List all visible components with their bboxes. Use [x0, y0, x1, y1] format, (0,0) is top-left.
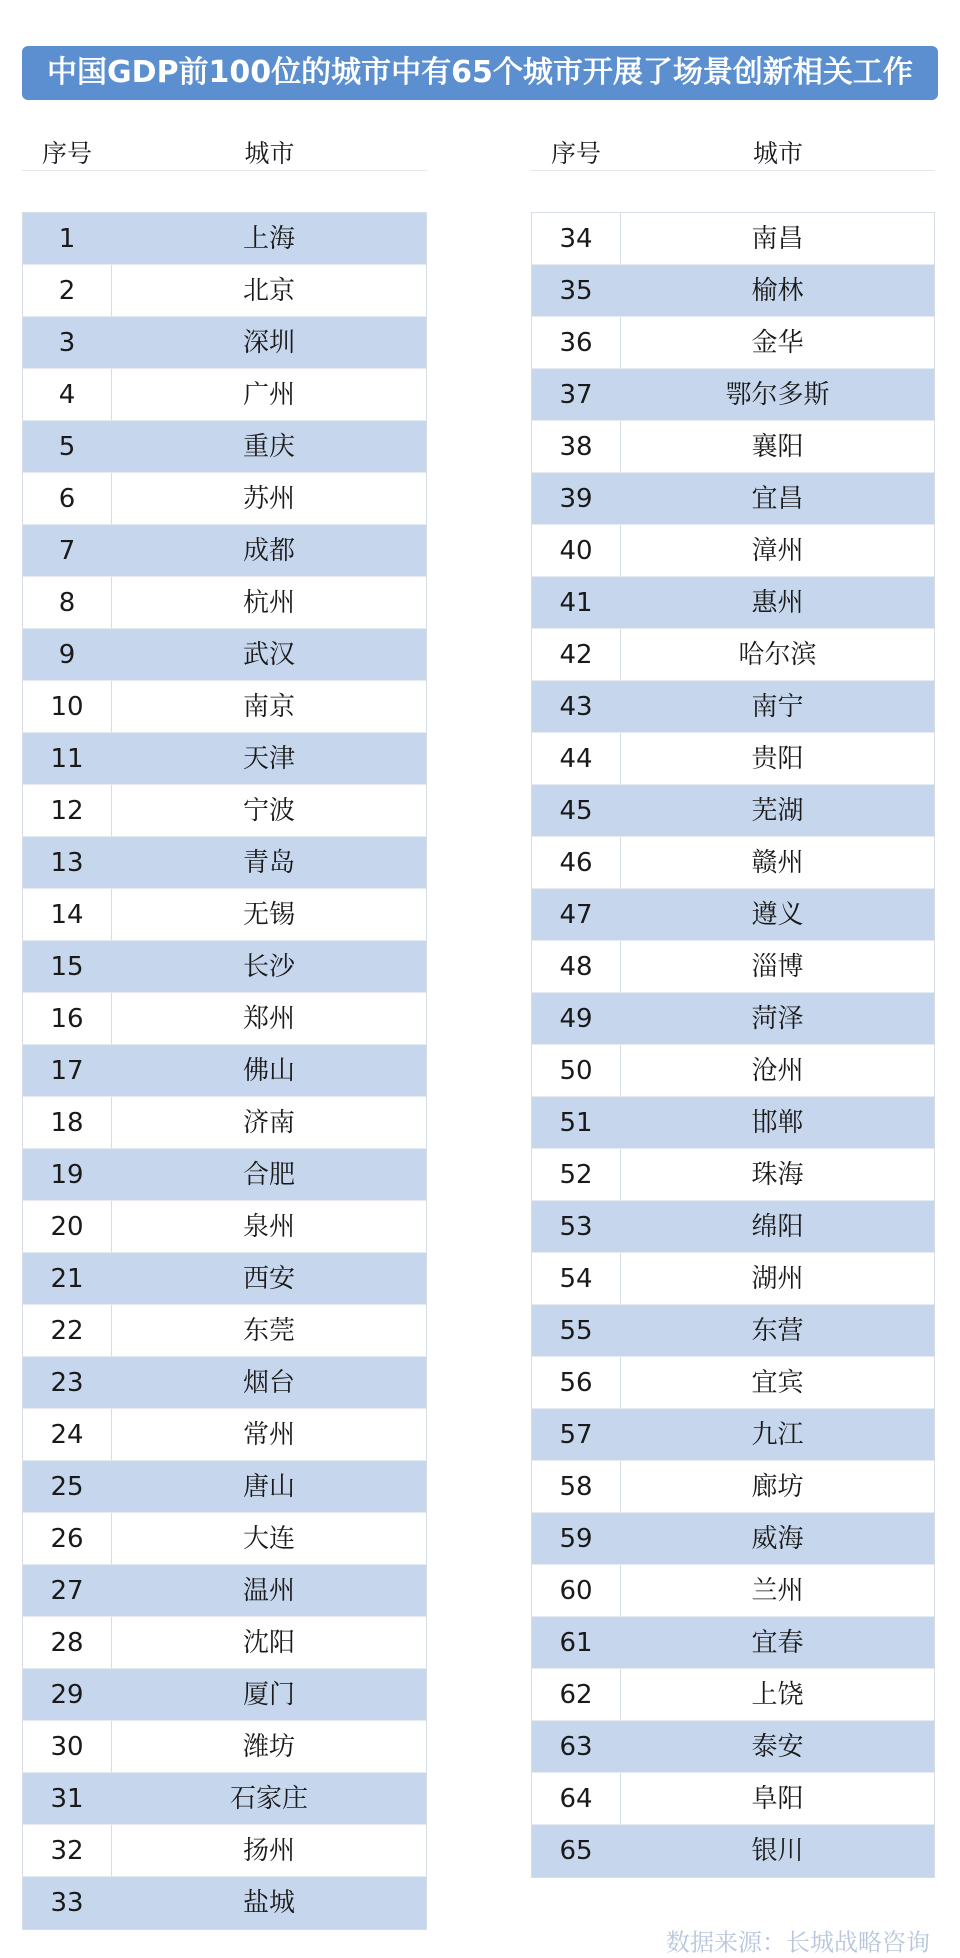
- row-index: 33: [50, 1888, 84, 1918]
- row-city: 郑州: [242, 1004, 295, 1034]
- row-city: 邯郸: [751, 1108, 804, 1138]
- left-table-header: [22, 128, 427, 171]
- row-city: 淄博: [751, 952, 804, 982]
- row-city: 阜阳: [751, 1784, 804, 1814]
- table-row: [532, 1045, 934, 1097]
- row-city: 泰安: [751, 1732, 804, 1762]
- row-index: 5: [58, 432, 76, 462]
- row-city: 惠州: [751, 588, 804, 618]
- row-index: 21: [50, 1264, 84, 1294]
- city-header: 城市: [244, 139, 295, 168]
- right-table-header: [531, 128, 935, 171]
- row-index: 28: [23, 1617, 112, 1668]
- row-index: 41: [559, 588, 593, 618]
- table-row: [23, 1565, 426, 1617]
- row-city: 南京: [242, 692, 295, 722]
- table-row: [23, 1721, 426, 1773]
- row-city: 上饶: [751, 1680, 804, 1710]
- row-index: 45: [559, 796, 593, 826]
- table-row: [532, 1357, 934, 1409]
- table-row: [23, 265, 426, 317]
- row-index: 35: [559, 276, 593, 306]
- row-city: 贵阳: [751, 744, 804, 774]
- row-index: 18: [23, 1097, 112, 1148]
- row-index: 16: [23, 993, 112, 1044]
- row-city: 南宁: [751, 692, 804, 722]
- row-city: 西安: [242, 1264, 295, 1294]
- table-row: [23, 629, 426, 681]
- row-index: 23: [50, 1368, 84, 1398]
- row-city: 大连: [242, 1524, 295, 1554]
- row-index: 47: [559, 900, 593, 930]
- table-row: [532, 1565, 934, 1617]
- row-city: 厦门: [242, 1680, 295, 1710]
- row-city: 重庆: [242, 432, 295, 462]
- row-index: 56: [532, 1357, 621, 1408]
- row-city: 成都: [242, 536, 295, 566]
- table-row: [532, 317, 934, 369]
- row-index: 53: [559, 1212, 593, 1242]
- row-index: 12: [23, 785, 112, 836]
- row-index: 48: [532, 941, 621, 992]
- table-row: [23, 733, 426, 785]
- table-row: [23, 525, 426, 577]
- table-row: [532, 1461, 934, 1513]
- table-row: [23, 317, 426, 369]
- table-row: [532, 889, 934, 941]
- row-city: 菏泽: [751, 1004, 804, 1034]
- row-index: 22: [23, 1305, 112, 1356]
- row-index: 7: [58, 536, 76, 566]
- row-city: 湖州: [751, 1264, 804, 1294]
- row-index: 2: [23, 265, 112, 316]
- row-index: 32: [23, 1825, 112, 1876]
- row-city: 济南: [242, 1108, 295, 1138]
- table-row: [532, 993, 934, 1045]
- row-index: 24: [23, 1409, 112, 1460]
- row-index: 40: [532, 525, 621, 576]
- row-index: 27: [50, 1576, 84, 1606]
- row-city: 廊坊: [751, 1472, 804, 1502]
- row-index: 44: [532, 733, 621, 784]
- table-row: [23, 1409, 426, 1461]
- table-row: [23, 993, 426, 1045]
- right-city-table: [531, 212, 935, 1878]
- index-header: 序号: [41, 139, 92, 168]
- table-row: [532, 1513, 934, 1565]
- row-index: 6: [23, 473, 112, 524]
- row-city: 银川: [751, 1836, 804, 1866]
- row-city: 长沙: [242, 952, 295, 982]
- row-index: 50: [532, 1045, 621, 1096]
- row-index: 46: [532, 837, 621, 888]
- row-index: 13: [50, 848, 84, 878]
- row-index: 30: [23, 1721, 112, 1772]
- row-city: 漳州: [751, 536, 804, 566]
- page-title: 中国GDP前100位的城市中有65个城市开展了场景创新相关工作: [22, 46, 938, 100]
- table-row: [23, 1305, 426, 1357]
- row-city: 九江: [751, 1420, 804, 1450]
- row-index: 64: [532, 1773, 621, 1824]
- table-row: [23, 681, 426, 733]
- row-index: 14: [23, 889, 112, 940]
- row-index: 11: [50, 744, 84, 774]
- table-row: [23, 1617, 426, 1669]
- row-index: 4: [23, 369, 112, 420]
- row-city: 金华: [751, 328, 804, 358]
- row-city: 宜春: [751, 1628, 804, 1658]
- row-city: 沧州: [751, 1056, 804, 1086]
- row-city: 广州: [242, 380, 295, 410]
- row-city: 潍坊: [242, 1732, 295, 1762]
- row-city: 东莞: [242, 1316, 295, 1346]
- table-row: [532, 1201, 934, 1253]
- row-index: 26: [23, 1513, 112, 1564]
- row-city: 宁波: [242, 796, 295, 826]
- row-index: 39: [559, 484, 593, 514]
- row-city: 深圳: [242, 328, 295, 358]
- table-row: [532, 525, 934, 577]
- row-city: 盐城: [242, 1888, 295, 1918]
- row-city: 北京: [242, 276, 295, 306]
- row-city: 东营: [751, 1316, 804, 1346]
- table-row: [23, 1513, 426, 1565]
- table-row: [23, 1773, 426, 1825]
- table-row: [23, 1669, 426, 1721]
- table-row: [23, 577, 426, 629]
- row-index: 17: [50, 1056, 84, 1086]
- table-row: [23, 421, 426, 473]
- table-row: [532, 1305, 934, 1357]
- row-index: 34: [532, 213, 621, 264]
- row-index: 43: [559, 692, 593, 722]
- row-index: 59: [559, 1524, 593, 1554]
- row-city: 石家庄: [229, 1784, 308, 1814]
- row-city: 温州: [242, 1576, 295, 1606]
- table-row: [532, 1253, 934, 1305]
- row-index: 62: [532, 1669, 621, 1720]
- row-city: 鄂尔多斯: [725, 380, 830, 410]
- row-index: 20: [23, 1201, 112, 1252]
- row-index: 65: [559, 1836, 593, 1866]
- row-index: 37: [559, 380, 593, 410]
- row-city: 天津: [242, 744, 295, 774]
- row-city: 常州: [242, 1420, 295, 1450]
- row-index: 51: [559, 1108, 593, 1138]
- table-row: [23, 473, 426, 525]
- table-row: [532, 1617, 934, 1669]
- table-row: [23, 785, 426, 837]
- table-row: [23, 1097, 426, 1149]
- row-index: 3: [58, 328, 76, 358]
- row-index: 15: [50, 952, 84, 982]
- table-row: [23, 889, 426, 941]
- table-row: [23, 941, 426, 993]
- table-row: [532, 785, 934, 837]
- table-row: [23, 1877, 426, 1929]
- row-index: 63: [559, 1732, 593, 1762]
- row-city: 襄阳: [751, 432, 804, 462]
- city-header: 城市: [752, 139, 803, 168]
- table-row: [532, 1097, 934, 1149]
- row-city: 沈阳: [242, 1628, 295, 1658]
- row-city: 赣州: [751, 848, 804, 878]
- row-index: 57: [559, 1420, 593, 1450]
- row-index: 8: [23, 577, 112, 628]
- left-city-table: [22, 212, 427, 1930]
- table-row: [532, 629, 934, 681]
- table-row: [23, 1149, 426, 1201]
- row-city: 泉州: [242, 1212, 295, 1242]
- table-row: [532, 369, 934, 421]
- row-city: 遵义: [751, 900, 804, 930]
- row-index: 25: [50, 1472, 84, 1502]
- table-row: [532, 1825, 934, 1877]
- row-city: 绵阳: [751, 1212, 804, 1242]
- row-index: 54: [532, 1253, 621, 1304]
- row-index: 10: [23, 681, 112, 732]
- row-city: 烟台: [242, 1368, 295, 1398]
- row-index: 52: [532, 1149, 621, 1200]
- row-city: 兰州: [751, 1576, 804, 1606]
- table-row: [23, 1825, 426, 1877]
- table-row: [532, 577, 934, 629]
- row-city: 哈尔滨: [738, 640, 817, 670]
- row-city: 扬州: [242, 1836, 295, 1866]
- table-row: [532, 1773, 934, 1825]
- row-city: 唐山: [242, 1472, 295, 1502]
- row-index: 31: [50, 1784, 84, 1814]
- row-city: 南昌: [751, 224, 804, 254]
- table-row: [532, 421, 934, 473]
- row-index: 60: [532, 1565, 621, 1616]
- row-city: 上海: [242, 224, 295, 254]
- table-row: [532, 837, 934, 889]
- table-row: [23, 369, 426, 421]
- row-city: 杭州: [242, 588, 295, 618]
- row-index: 42: [532, 629, 621, 680]
- row-index: 9: [58, 640, 76, 670]
- row-city: 宜昌: [751, 484, 804, 514]
- table-row: [23, 1045, 426, 1097]
- row-index: 49: [559, 1004, 593, 1034]
- row-city: 威海: [751, 1524, 804, 1554]
- table-row: [532, 213, 934, 265]
- table-row: [23, 1253, 426, 1305]
- table-row: [532, 941, 934, 993]
- table-row: [532, 1409, 934, 1461]
- left-table-column: [22, 128, 427, 1918]
- row-index: 36: [532, 317, 621, 368]
- table-row: [532, 681, 934, 733]
- table-row: [23, 837, 426, 889]
- table-row: [532, 1669, 934, 1721]
- row-city: 珠海: [751, 1160, 804, 1190]
- table-row: [532, 1149, 934, 1201]
- row-index: 38: [532, 421, 621, 472]
- row-index: 58: [532, 1461, 621, 1512]
- row-city: 榆林: [751, 276, 804, 306]
- table-row: [532, 265, 934, 317]
- row-city: 苏州: [242, 484, 295, 514]
- table-row: [23, 1357, 426, 1409]
- row-city: 宜宾: [751, 1368, 804, 1398]
- table-row: [23, 213, 426, 265]
- row-city: 青岛: [242, 848, 295, 878]
- table-row: [532, 733, 934, 785]
- row-index: 55: [559, 1316, 593, 1346]
- row-city: 芜湖: [751, 796, 804, 826]
- table-row: [532, 1721, 934, 1773]
- source-note: 数据来源：长城战略咨询: [666, 1928, 930, 1957]
- row-city: 无锡: [242, 900, 295, 930]
- table-row: [532, 473, 934, 525]
- row-index: 19: [50, 1160, 84, 1190]
- row-city: 合肥: [242, 1160, 295, 1190]
- row-city: 武汉: [242, 640, 295, 670]
- row-index: 29: [50, 1680, 84, 1710]
- row-index: 61: [559, 1628, 593, 1658]
- table-row: [23, 1461, 426, 1513]
- index-header: 序号: [550, 139, 601, 168]
- row-index: 1: [58, 224, 76, 254]
- right-table-column: [531, 128, 935, 1866]
- table-row: [23, 1201, 426, 1253]
- row-city: 佛山: [242, 1056, 295, 1086]
